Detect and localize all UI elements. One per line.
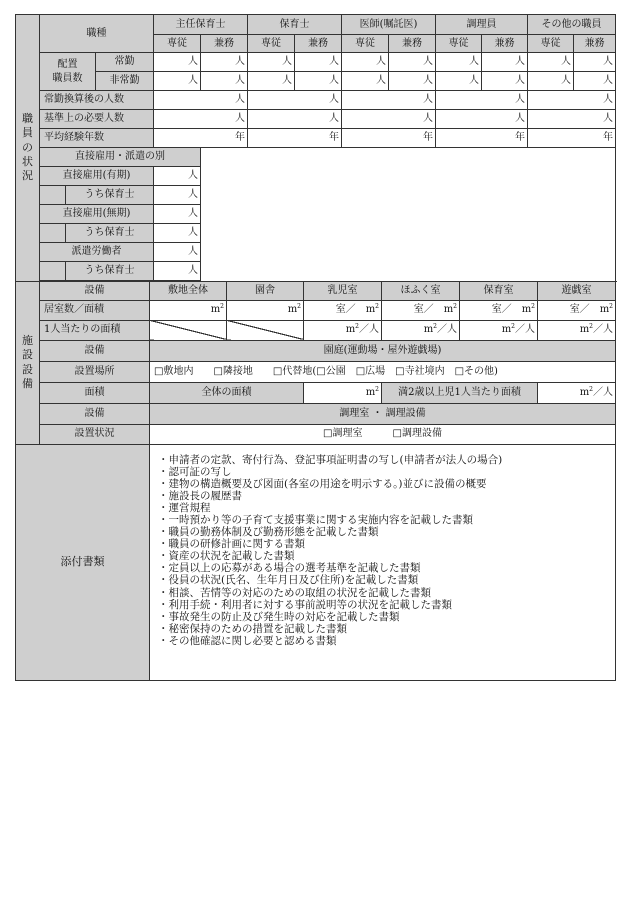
dispatched-ok-label: うち保育士: [66, 262, 154, 281]
col-head-chief: 主任保育士: [154, 15, 248, 35]
direct-open-label: 直接雇用(無期): [40, 205, 154, 224]
vertical-char: 職: [22, 112, 33, 125]
fulltime-chief-full[interactable]: 人: [154, 53, 201, 72]
location-label: 設置場所: [40, 361, 150, 382]
avg-years-cook[interactable]: 年: [436, 129, 528, 148]
converted-cook[interactable]: 人: [436, 91, 528, 110]
attachment-item: ・建物の構造概要及び図面(各室の用途を明示する。)並びに設備の概要: [158, 477, 487, 490]
direct-fixed-count[interactable]: 人: [154, 167, 201, 186]
direct-fixed-ok-count[interactable]: 人: [154, 186, 201, 205]
col-head-doctor: 医師(嘱託医): [342, 15, 436, 35]
grounds-equip-label: 設備: [40, 340, 150, 361]
sub-dual: 兼務: [389, 35, 436, 53]
area-label: 面積: [40, 382, 150, 403]
required-other[interactable]: 人: [528, 110, 616, 129]
infant-per-person[interactable]: $m^2/$人: [304, 320, 382, 340]
converted-nursery[interactable]: 人: [248, 91, 342, 110]
indent-cell: [40, 224, 66, 243]
install-status-label: 設置状況: [40, 424, 150, 444]
direct-open-count[interactable]: 人: [154, 205, 201, 224]
sub-full: 専従: [342, 35, 389, 53]
care-per-person[interactable]: $m^2/$人: [460, 320, 538, 340]
attachment-item: ・その他確認に関し必要と認める書類: [158, 634, 337, 647]
total-area-value[interactable]: $m^2$: [304, 382, 382, 403]
fac-col-crawl: ほふく室: [382, 281, 460, 300]
parttime-label: 非常勤: [96, 72, 154, 91]
care-rooms-area[interactable]: 室／ $m^2$: [460, 300, 538, 320]
kitchen-equip-label: 設備: [40, 403, 150, 424]
converted-doctor[interactable]: 人: [342, 91, 436, 110]
fac-col-building: 園舎: [227, 281, 304, 300]
required-chief[interactable]: 人: [154, 110, 248, 129]
parttime-nursery-dual[interactable]: 人: [295, 72, 342, 91]
sub-dual: 兼務: [482, 35, 528, 53]
avg-years-doctor[interactable]: 年: [342, 129, 436, 148]
parttime-cook-dual[interactable]: 人: [482, 72, 528, 91]
attachment-item: ・相談、苦情等の対応のための取組の状況を記載した書類: [158, 586, 431, 599]
site-per-person-na: [150, 320, 227, 340]
fac-col-infant: 乳児室: [304, 281, 382, 300]
facility-table: [15, 281, 616, 445]
fac-col-site: 敷地全体: [150, 281, 227, 300]
converted-other[interactable]: 人: [528, 91, 616, 110]
kitchen-options[interactable]: □調理室 □調理設備: [150, 424, 616, 444]
facility-section-label: [16, 281, 40, 444]
vertical-char: 設: [22, 362, 33, 376]
parttime-chief-full[interactable]: 人: [154, 72, 201, 91]
fulltime-nursery-full[interactable]: 人: [248, 53, 295, 72]
fulltime-other-full[interactable]: 人: [528, 53, 574, 72]
fac-col-play: 遊戯室: [538, 281, 616, 300]
attachment-item: ・秘密保持のための措置を記載した書類: [158, 622, 347, 635]
converted-label: 常勤換算後の人数: [40, 91, 154, 110]
dispatched-count[interactable]: 人: [154, 243, 201, 262]
attachment-item: ・施設長の履歴書: [158, 489, 242, 502]
sub-dual: 兼務: [574, 35, 616, 53]
vertical-char: 設: [22, 348, 33, 362]
play-per-person[interactable]: $m^2/$人: [538, 320, 616, 340]
attachment-item: ・職員の研修計画に関する書類: [158, 538, 305, 551]
type-label: 職種: [40, 15, 154, 53]
attachment-item: ・一時預かり等の子育て支援事業に関する実施内容を記載した書類: [158, 513, 473, 526]
parttime-doctor-full[interactable]: 人: [342, 72, 389, 91]
rooms-area-label: 居室数／面積: [40, 300, 150, 320]
blank-area: [201, 148, 616, 282]
parttime-cook-full[interactable]: 人: [436, 72, 482, 91]
total-area-label: 全体の面積: [150, 382, 304, 403]
form-sheet: [15, 14, 615, 681]
vertical-char: の: [22, 140, 33, 154]
location-options[interactable]: □敷地内 □隣接地 □代替地(□公園 □広場 □寺社境内 □その他): [150, 361, 616, 382]
indent-cell: [40, 186, 66, 205]
required-label: 基準上の必要人数: [40, 110, 154, 129]
dispatched-label: 派遣労働者: [40, 243, 154, 262]
site-area[interactable]: $m^2$: [150, 300, 227, 320]
direct-open-ok-count[interactable]: 人: [154, 224, 201, 243]
sub-full: 専従: [248, 35, 295, 53]
fulltime-other-dual[interactable]: 人: [574, 53, 616, 72]
parttime-doctor-dual[interactable]: 人: [389, 72, 436, 91]
required-nursery[interactable]: 人: [248, 110, 342, 129]
direct-open-ok-label: うち保育士: [66, 224, 154, 243]
dispatched-ok-count[interactable]: 人: [154, 262, 201, 281]
attachments-table: [15, 444, 616, 681]
over2-area-label: 満2歳以上児1人当たり面積: [382, 382, 538, 403]
attachment-item: ・定員以上の応募がある場合の選考基準を記載した書類: [158, 562, 421, 575]
parttime-nursery-full[interactable]: 人: [248, 72, 295, 91]
col-head-cook: 調理員: [436, 15, 528, 35]
sub-dual: 兼務: [295, 35, 342, 53]
vertical-char: 施: [22, 333, 33, 347]
sub-full: 専従: [528, 35, 574, 53]
fulltime-chief-dual[interactable]: 人: [201, 53, 248, 72]
required-doctor[interactable]: 人: [342, 110, 436, 129]
fulltime-doctor-dual[interactable]: 人: [389, 53, 436, 72]
parttime-other-dual[interactable]: 人: [574, 72, 616, 91]
staff-section-label: [16, 15, 40, 282]
avg-years-label: 平均経験年数: [40, 129, 154, 148]
crawl-rooms-area[interactable]: 室／ $m^2$: [382, 300, 460, 320]
building-area[interactable]: $m^2$: [227, 300, 304, 320]
staff-table: [15, 14, 616, 282]
direct-fixed-label: 直接雇用(有期): [40, 167, 154, 186]
building-per-person-na: [227, 320, 304, 340]
employment-title: 直接雇用・派遣の別: [40, 148, 201, 167]
equip-label: 設備: [40, 281, 150, 300]
attachment-item: ・認可証の写し: [158, 465, 232, 478]
vertical-char: 員: [22, 126, 33, 140]
attachment-item: ・役員の状況(氏名、生年月日及び住所)を記載した書類: [158, 574, 419, 587]
sub-dual: 兼務: [201, 35, 248, 53]
avg-years-other[interactable]: 年: [528, 129, 616, 148]
placement-label: 配置 職員数: [40, 53, 96, 91]
over2-area-value[interactable]: $m^2/$人: [538, 382, 616, 403]
kitchen-title: 調理室 ・ 調理設備: [150, 403, 616, 424]
col-head-other: その他の職員: [528, 15, 616, 35]
avg-years-chief[interactable]: 年: [154, 129, 248, 148]
required-cook[interactable]: 人: [436, 110, 528, 129]
attachment-item: ・事故発生の防止及び発生時の対応を記載した書類: [158, 610, 400, 623]
crawl-per-person[interactable]: $m^2/$人: [382, 320, 460, 340]
parttime-chief-dual[interactable]: 人: [201, 72, 248, 91]
indent-cell: [40, 262, 66, 281]
infant-rooms-area[interactable]: 室／ $m^2$: [304, 300, 382, 320]
fulltime-nursery-dual[interactable]: 人: [295, 53, 342, 72]
attachment-item: ・運営規程: [158, 501, 211, 514]
sub-full: 専従: [154, 35, 201, 53]
attachment-item: ・資産の状況を記載した書類: [158, 550, 295, 563]
vertical-char: 備: [22, 376, 33, 390]
attachment-item: ・利用手続・利用者に対する事前説明等の状況を記載した書類: [158, 598, 452, 611]
parttime-other-full[interactable]: 人: [528, 72, 574, 91]
fulltime-label: 常勤: [96, 53, 154, 72]
attachments-label: 添付書類: [16, 444, 150, 680]
converted-chief[interactable]: 人: [154, 91, 248, 110]
per-person-label: 1人当たりの面積: [40, 320, 150, 340]
vertical-char: 況: [22, 169, 33, 183]
avg-years-nursery[interactable]: 年: [248, 129, 342, 148]
grounds-title: 園庭(運動場・屋外遊戯場): [150, 340, 616, 361]
fac-col-care: 保育室: [460, 281, 538, 300]
attachment-item: ・職員の勤務体制及び勤務形態を記載した書類: [158, 526, 379, 539]
sub-full: 専従: [436, 35, 482, 53]
fulltime-cook-dual[interactable]: 人: [482, 53, 528, 72]
play-rooms-area[interactable]: 室／ $m^2$: [538, 300, 616, 320]
vertical-char: 状: [22, 154, 33, 168]
direct-fixed-ok-label: うち保育士: [66, 186, 154, 205]
col-head-nursery: 保育士: [248, 15, 342, 35]
attachments-list: [150, 445, 615, 648]
attachment-item: ・申請者の定款、寄付行為、登記事項証明書の写し(申請者が法人の場合): [158, 453, 503, 466]
attachments-list-cell: [150, 444, 616, 680]
fulltime-cook-full[interactable]: 人: [436, 53, 482, 72]
fulltime-doctor-full[interactable]: 人: [342, 53, 389, 72]
